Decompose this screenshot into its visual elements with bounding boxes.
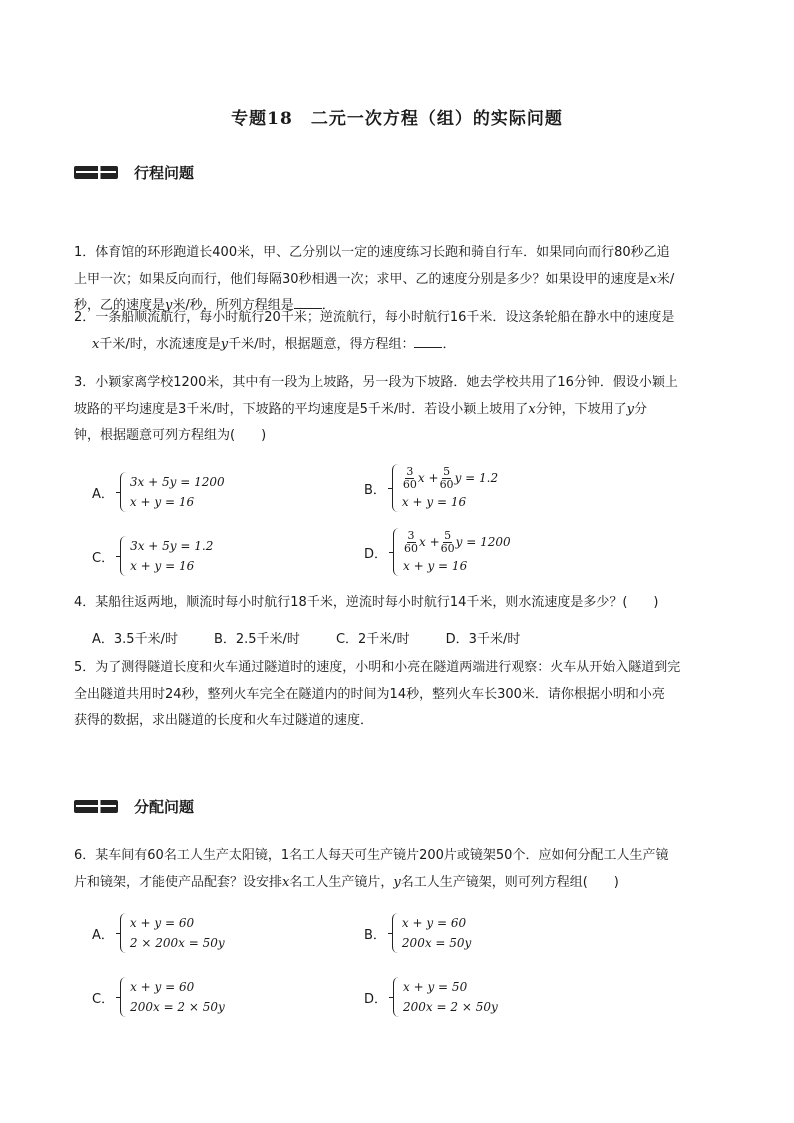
brace-icon: [393, 528, 400, 576]
q6-option-a[interactable]: A． x + y = 60 2 × 200x = 50y: [92, 913, 225, 953]
question-6: [74, 843, 724, 896]
q3-line1: 3．小颖家离学校1200米，其中有一段为上坡路，另一段为下坡路．她去学校共用了16分钟．假设小颖上: [74, 375, 678, 390]
q6-option-b[interactable]: B． x + y = 60 200x = 50y: [364, 913, 471, 953]
brace-icon: [120, 977, 127, 1017]
q6-option-c[interactable]: C． x + y = 60 200x = 2 × 50y: [92, 977, 225, 1017]
brace-icon: [120, 472, 127, 512]
q3-option-b[interactable]: B． $\frac{3}{60}$ x + $\frac{5}{60}$ y = 1.2 x + y = 16: [364, 464, 498, 512]
section-heading-allocation: [74, 796, 194, 817]
page-title: [0, 104, 794, 129]
q1-line2: 上甲一次；如果反向而行，他们每隔30秒相遇一次；求甲、乙的速度分别是多少？如果设甲的速度是x米/: [74, 271, 675, 287]
section-heading-travel: [74, 162, 194, 183]
q4-option-d[interactable]: D．3千米/时: [445, 632, 521, 647]
equation-system: 3x + 5y = 1.2 x + y = 16: [120, 536, 213, 576]
q3-line3: 钟，根据题意可列方程组为( ): [74, 428, 267, 443]
question-5: [74, 655, 724, 735]
section-badge-icon: [74, 800, 118, 813]
q4-option-b[interactable]: B．2.5千米/时: [213, 632, 300, 647]
equation-system: x + y = 50 200x = 2 × 50y: [393, 977, 498, 1017]
q4-options: [92, 628, 556, 647]
q5-line3: 获得的数据，求出隧道的长度和火车过隧道的速度．: [74, 713, 374, 728]
section-label: 分配问题: [134, 798, 195, 816]
q4-option-a[interactable]: A．3.5千米/时: [92, 632, 178, 647]
title-main: 专题18: [231, 109, 293, 129]
q3-option-c[interactable]: C． 3x + 5y = 1.2 x + y = 16: [92, 536, 213, 576]
equation-system: $\frac{3}{60}$ x + $\frac{5}{60}$ y = 1.2 x + y = 16: [392, 464, 498, 512]
q2-line2: x千米/时，水流速度是y千米/时，根据题意，得方程组： ．: [74, 332, 724, 359]
section-badge-icon: [74, 166, 118, 179]
equation-system: $\frac{3}{60}$ x + $\frac{5}{60}$ y = 1200 x + y = 16: [393, 528, 511, 576]
q3-option-d[interactable]: D． $\frac{3}{60}$ x + $\frac{5}{60}$ y = 1200 x + y = 16: [364, 528, 511, 576]
equation-system: x + y = 60 2 × 200x = 50y: [120, 913, 225, 953]
q5-line1: 5．为了测得隧道长度和火车通过隧道时的速度，小明和小亮在隧道两端进行观察：火车从开始入隧道到完: [74, 660, 681, 675]
q6-option-d[interactable]: D． x + y = 50 200x = 2 × 50y: [364, 977, 498, 1017]
q5-line2: 全出隧道共用时24秒，整列火车完全在隧道内的时间为14秒，整列火车长300米．请你根据小明和小亮: [74, 686, 665, 702]
q2-line1: 2．一条船顺流航行，每小时航行20千米；逆流航行，每小时航行16千米．设这条轮船在静水中的速度是: [74, 310, 675, 325]
q6-line1: 6．某车间有60名工人生产太阳镜，1名工人每天可生产镜片200片或镜架50个．应如何分配工人生产镜: [74, 848, 669, 863]
q6-line2: 片和镜架，才能使产品配套？设安排x名工人生产镜片，y名工人生产镜架，则可列方程组( ): [74, 874, 619, 890]
question-4: [74, 590, 724, 617]
question-2: [74, 305, 724, 358]
q1-line3: 秒，乙的速度是y米/秒，所列方程组是 ．: [74, 293, 724, 320]
brace-icon: [120, 536, 127, 576]
brace-icon: [120, 913, 127, 953]
title-sub: 二元一次方程（组）的实际问题: [310, 109, 563, 129]
q4-option-c[interactable]: C．2千米/时: [335, 632, 410, 647]
brace-icon: [392, 464, 399, 512]
brace-icon: [393, 977, 400, 1017]
equation-system: 3x + 5y = 1200 x + y = 16: [120, 472, 225, 512]
question-3: [74, 370, 724, 450]
answer-blank: [414, 333, 442, 348]
q3-option-a[interactable]: A． 3x + 5y = 1200 x + y = 16: [92, 472, 225, 512]
section-label: 行程问题: [134, 164, 195, 182]
q4-text: 4．某船往返两地，顺流时每小时航行18千米，逆流时每小时航行14千米，则水流速度是多少？( ): [74, 595, 659, 610]
equation-system: x + y = 60 200x = 2 × 50y: [120, 977, 225, 1017]
q1-line1: 1．体育馆的环形跑道长400米，甲、乙分别以一定的速度练习长跑和骑自行车．如果同向而行80秒乙追: [74, 245, 670, 260]
q3-line2: 坡路的平均速度是3千米/时，下坡路的平均速度是5千米/时．若设小颖上坡用了x分钟，下坡用了y分: [74, 401, 648, 417]
equation-system: x + y = 60 200x = 50y: [392, 913, 471, 953]
brace-icon: [392, 913, 399, 953]
